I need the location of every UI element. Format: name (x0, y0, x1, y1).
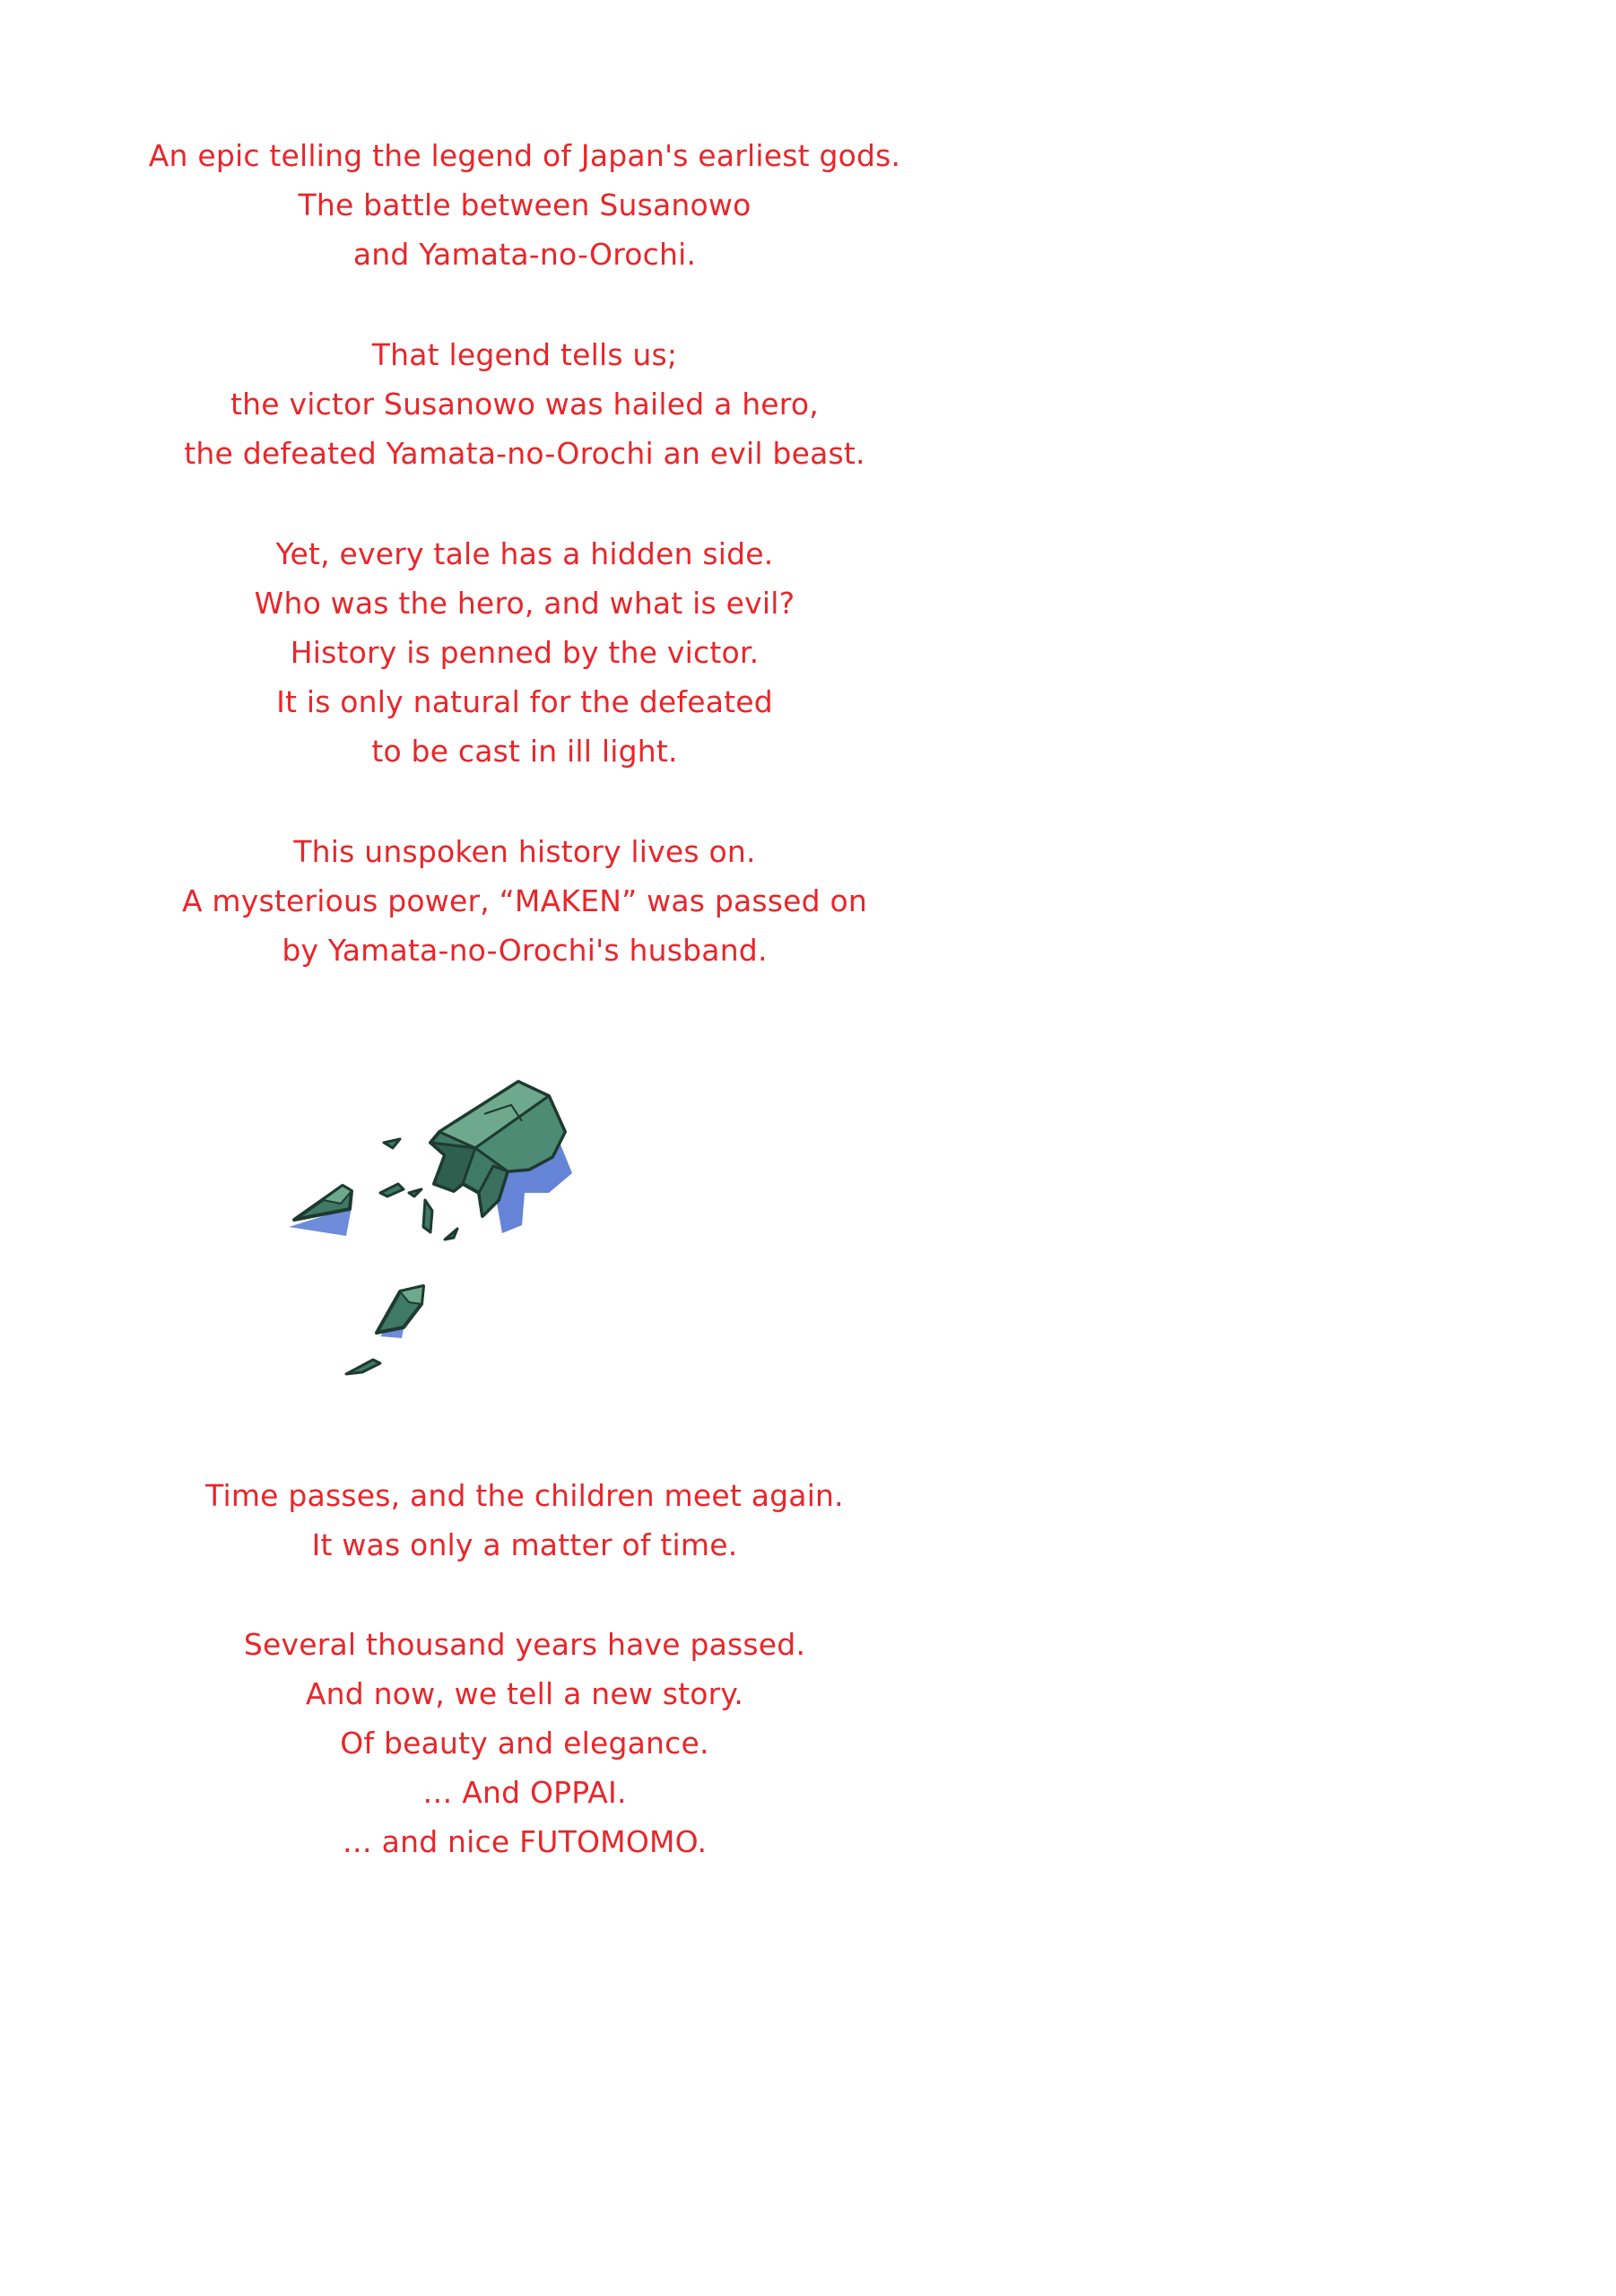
broken-stone-fragments-icon (289, 1082, 572, 1374)
text-line: And now, we tell a new story. (305, 1676, 744, 1711)
text-line: Time passes, and the children meet again. (205, 1478, 844, 1513)
stanza-6 (108, 1620, 942, 1866)
broken-stone-illustration (287, 1049, 789, 1390)
text-line: Yet, every tale has a hidden side. (275, 536, 774, 571)
text-line: by Yamata-no-Orochi's husband. (282, 933, 768, 968)
text-line: It was only a matter of time. (311, 1527, 738, 1562)
text-line: That legend tells us; (371, 337, 678, 372)
text-line: to be cast in ill light. (371, 734, 678, 769)
text-line: and Yamata-no-Orochi. (352, 237, 697, 272)
text-line: the victor Susanowo was hailed a hero, (230, 387, 819, 422)
stanza-4 (108, 827, 942, 975)
text-line: … And OPPAI. (422, 1775, 627, 1810)
text-line: History is penned by the victor. (290, 635, 760, 670)
text-line: This unspoken history lives on. (293, 834, 756, 869)
text-line: The battle between Susanowo (298, 187, 752, 222)
text-line: A mysterious power, “MAKEN” was passed on (181, 883, 868, 918)
stanza-1 (108, 131, 942, 279)
text-line: It is only natural for the defeated (276, 684, 773, 719)
text-line: Several thousand years have passed. (243, 1627, 806, 1662)
text-line: An epic telling the legend of Japan's earliest gods. (148, 138, 901, 173)
text-line: … and nice FUTOMOMO. (342, 1824, 708, 1859)
text-line: Of beauty and elegance. (340, 1726, 709, 1761)
stanza-5 (108, 1471, 942, 1570)
stanza-3 (108, 529, 942, 776)
stanza-2 (108, 330, 942, 478)
text-line: Who was the hero, and what is evil? (254, 586, 795, 621)
text-line: the defeated Yamata-no-Orochi an evil beast. (184, 436, 865, 471)
